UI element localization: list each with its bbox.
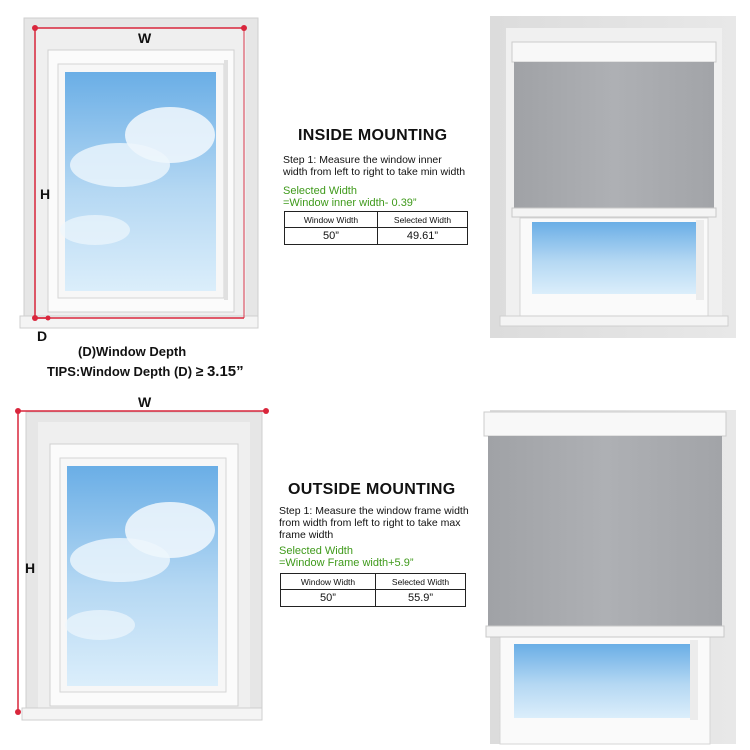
table-row (285, 228, 468, 245)
outside-mount-illustration (484, 410, 736, 744)
outside-selected-line1: Selected Width (279, 545, 353, 557)
inside-step-1 (283, 154, 465, 178)
table-cell-window-width: 50” (285, 228, 378, 245)
inside-step-line2: width from left to right to take min width (283, 166, 466, 178)
inside-width-table (284, 211, 468, 245)
table-header-window-width: Window Width (281, 574, 376, 590)
table-header-selected-width: Selected Width (376, 574, 466, 590)
table-cell-window-width: 50” (281, 590, 376, 607)
table-row (281, 590, 466, 607)
top-width-label: W (138, 30, 152, 46)
outside-mounting-title: OUTSIDE MOUNTING (288, 481, 456, 498)
depth-tip-prefix: TIPS:Window Depth (D) (47, 364, 196, 379)
outside-step-1 (279, 505, 469, 541)
inside-mount-illustration (490, 16, 736, 338)
outside-step-line1: Step 1: Measure the window frame width (279, 505, 469, 517)
bottom-left-window-illustration (22, 412, 262, 720)
bottom-height-label: H (25, 560, 36, 576)
table-cell-selected-width: 49.61” (378, 228, 468, 245)
top-height-label: H (40, 186, 51, 202)
bottom-width-label: W (138, 394, 152, 410)
depth-tip-value: 3.15” (206, 363, 244, 380)
top-left-window-illustration (20, 18, 258, 328)
inside-selected-width (283, 185, 417, 209)
outside-selected-width (279, 545, 414, 569)
outside-step-line2: from width from left to right to take max (279, 517, 461, 529)
depth-caption: (D)Window Depth (78, 344, 187, 359)
table-header-row (285, 212, 468, 228)
depth-label: D (37, 328, 48, 344)
table-cell-selected-width: 55.9” (376, 590, 466, 607)
outside-step-line3: frame width (279, 529, 334, 541)
table-header-row (281, 574, 466, 590)
outside-selected-line2: =Window Frame width+5.9” (279, 557, 414, 569)
inside-selected-line2: =Window inner width- 0.39” (283, 197, 417, 209)
depth-tip-symbol: ≥ (195, 363, 204, 379)
table-header-selected-width: Selected Width (378, 212, 468, 228)
table-header-window-width: Window Width (285, 212, 378, 228)
inside-selected-line1: Selected Width (283, 185, 357, 197)
depth-tip (47, 363, 244, 380)
outside-width-table (280, 573, 466, 607)
inside-step-line1: Step 1: Measure the window inner (283, 154, 442, 166)
inside-mounting-title: INSIDE MOUNTING (298, 127, 448, 144)
